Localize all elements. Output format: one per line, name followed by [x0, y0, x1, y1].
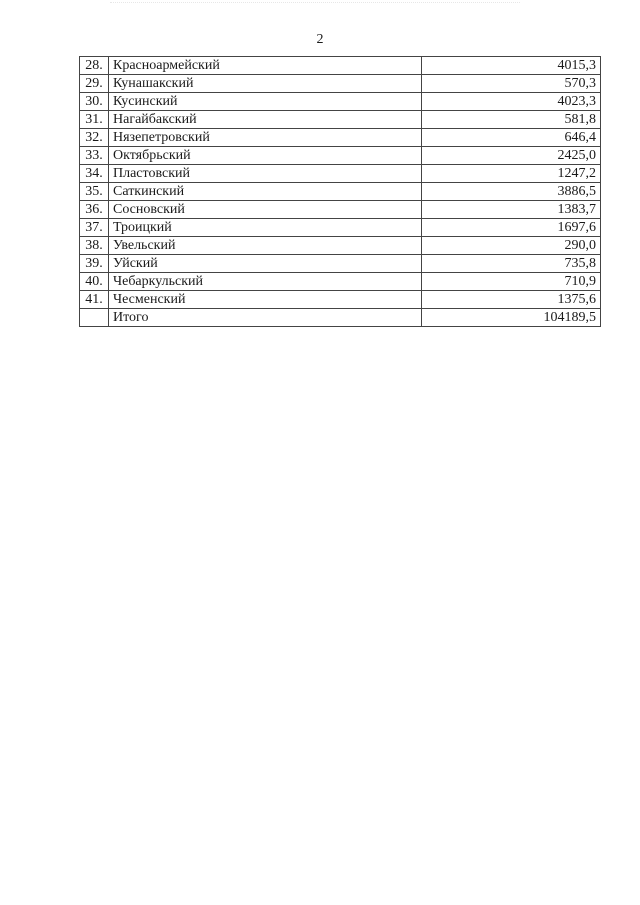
district-name: Чесменский [109, 291, 422, 309]
table-row [80, 165, 601, 183]
total-row [80, 309, 601, 327]
district-name: Уйский [109, 255, 422, 273]
table-row [80, 273, 601, 291]
district-name: Троицкий [109, 219, 422, 237]
table-row [80, 57, 601, 75]
row-number: 28. [80, 57, 109, 75]
district-value: 1697,6 [422, 219, 601, 237]
district-value: 2425,0 [422, 147, 601, 165]
table-row [80, 291, 601, 309]
district-name: Пластовский [109, 165, 422, 183]
district-name: Сосновский [109, 201, 422, 219]
table-row [80, 237, 601, 255]
page-number: 2 [316, 32, 324, 47]
district-value: 290,0 [422, 237, 601, 255]
table-row [80, 111, 601, 129]
table-row [80, 219, 601, 237]
district-name: Красноармейский [109, 57, 422, 75]
district-value: 581,8 [422, 111, 601, 129]
district-name: Нязепетровский [109, 129, 422, 147]
row-number: 29. [80, 75, 109, 93]
district-value: 570,3 [422, 75, 601, 93]
row-number: 34. [80, 165, 109, 183]
row-number: 38. [80, 237, 109, 255]
row-number: 33. [80, 147, 109, 165]
district-name: Саткинский [109, 183, 422, 201]
table-row [80, 201, 601, 219]
district-table [79, 56, 601, 327]
row-number: 30. [80, 93, 109, 111]
district-value: 646,4 [422, 129, 601, 147]
row-number: 40. [80, 273, 109, 291]
district-value: 3886,5 [422, 183, 601, 201]
table-row [80, 255, 601, 273]
table-row [80, 147, 601, 165]
row-number: 39. [80, 255, 109, 273]
table-row [80, 93, 601, 111]
table-body [80, 57, 601, 327]
district-value: 1375,6 [422, 291, 601, 309]
district-name: Кусинский [109, 93, 422, 111]
total-value: 104189,5 [422, 309, 601, 327]
district-value: 710,9 [422, 273, 601, 291]
row-number: 37. [80, 219, 109, 237]
district-name: Октябрьский [109, 147, 422, 165]
total-row-number [80, 309, 109, 327]
district-name: Чебаркульский [109, 273, 422, 291]
table-row [80, 75, 601, 93]
district-value: 4023,3 [422, 93, 601, 111]
row-number: 32. [80, 129, 109, 147]
district-value: 735,8 [422, 255, 601, 273]
row-number: 35. [80, 183, 109, 201]
district-name: Кунашакский [109, 75, 422, 93]
district-value: 1247,2 [422, 165, 601, 183]
district-value: 4015,3 [422, 57, 601, 75]
district-name: Нагайбакский [109, 111, 422, 129]
table-row [80, 183, 601, 201]
row-number: 31. [80, 111, 109, 129]
table-row [80, 129, 601, 147]
district-name: Увельский [109, 237, 422, 255]
scan-artifact [110, 2, 520, 11]
row-number: 41. [80, 291, 109, 309]
district-value: 1383,7 [422, 201, 601, 219]
total-label: Итого [109, 309, 422, 327]
row-number: 36. [80, 201, 109, 219]
